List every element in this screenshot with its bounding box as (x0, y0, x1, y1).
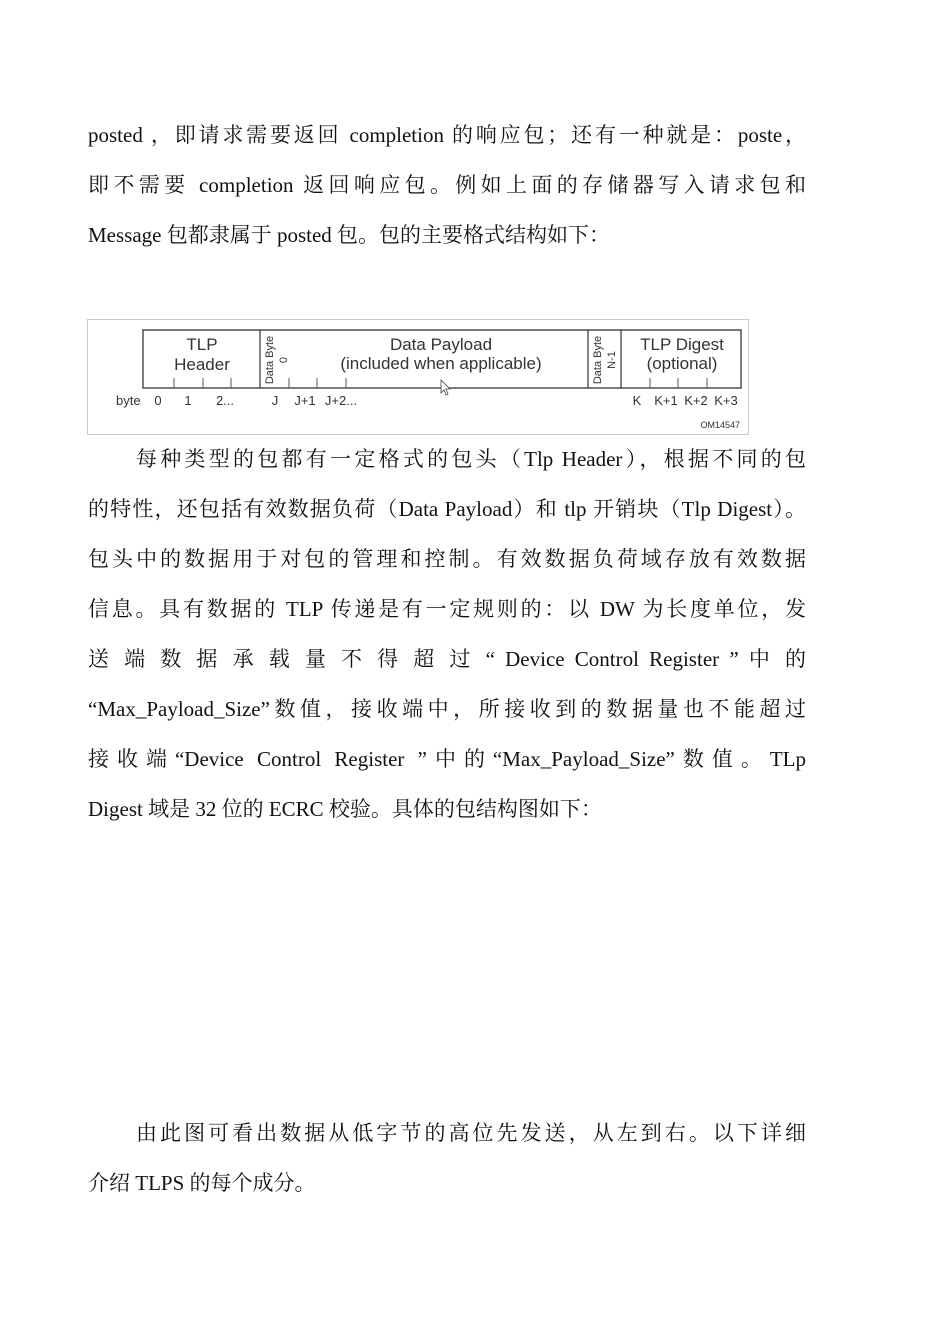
data-byte-0-label-2: 0 (278, 356, 290, 364)
byte-tick-k: K (632, 393, 642, 408)
paragraph-3-line-2: 介绍 TLPS 的每个成分。 (88, 1171, 316, 1195)
paragraph-2-line-5: 送 端 数 据 承 载 量 不 得 超 过 “ Device Control Register ” 中 的 (88, 647, 806, 671)
data-byte-n1-label-2: N-1 (606, 351, 618, 369)
figure-id: OM14547 (700, 420, 740, 430)
tlp-digest-label-1: TLP Digest (640, 335, 724, 354)
paragraph-2-line-2: 的特性，还包括有效数据负荷（Data Payload）和 tlp 开销块（Tlp Digest）。 (88, 497, 806, 521)
byte-tick-j1: J+1 (294, 393, 316, 408)
paragraph-2-line-1: 每种类型的包都有一定格式的包头（Tlp Header），根据不同的包 (136, 447, 806, 471)
tlp-header-label-1: TLP (186, 335, 218, 354)
paragraph-3-line-1: 由此图可看出数据从低字节的高位先发送，从左到右。以下详细 (136, 1121, 806, 1145)
byte-label: byte (116, 393, 141, 408)
tlp-digest-label-2: (optional) (646, 354, 718, 373)
byte-tick-j: J (271, 393, 279, 408)
data-byte-n1-label-1: Data Byte (592, 335, 604, 385)
paragraph-2-line-6: “Max_Payload_Size”数值，接收端中，所接收到的数据量也不能超过 (88, 697, 806, 721)
byte-tick-j2: J+2... (324, 393, 358, 408)
mouse-cursor-icon (441, 380, 450, 395)
tlp-header-label-2: Header (174, 355, 230, 374)
paragraph-1-line-3: Message 包都隶属于 posted 包。包的主要格式结构如下： (88, 223, 611, 247)
paragraph-2-line-7: 接收端“Device Control Register ”中的“Max_Payload_Size”数值。TLp (88, 747, 806, 771)
tlp-structure-diagram (88, 320, 748, 434)
byte-tick-2: 2... (215, 393, 235, 408)
tlp-structure-figure (87, 319, 749, 435)
data-byte-0-label-1: Data Byte (264, 335, 276, 385)
paragraph-2-line-3: 包头中的数据用于对包的管理和控制。有效数据负荷域存放有效数据 (88, 547, 806, 571)
byte-tick-k1: K+1 (654, 393, 678, 408)
paragraph-2-line-4: 信息。具有数据的 TLP 传递是有一定规则的：以 DW 为长度单位，发 (88, 597, 806, 621)
data-payload-label-1: Data Payload (389, 335, 493, 354)
byte-tick-marks (174, 378, 707, 388)
paragraph-1-line-2: 即不需要 completion 返回响应包。例如上面的存储器写入请求包和 (88, 173, 806, 197)
byte-tick-0: 0 (154, 393, 162, 408)
byte-tick-k2: K+2 (684, 393, 708, 408)
data-payload-label-2: (included when applicable) (340, 354, 542, 373)
paragraph-1-line-1: posted ，即请求需要返回 completion 的响应包；还有一种就是：poste， (88, 123, 806, 147)
byte-tick-k3: K+3 (714, 393, 738, 408)
byte-tick-1: 1 (184, 393, 192, 408)
paragraph-2-line-8: Digest 域是 32 位的 ECRC 校验。具体的包结构图如下： (88, 797, 602, 821)
